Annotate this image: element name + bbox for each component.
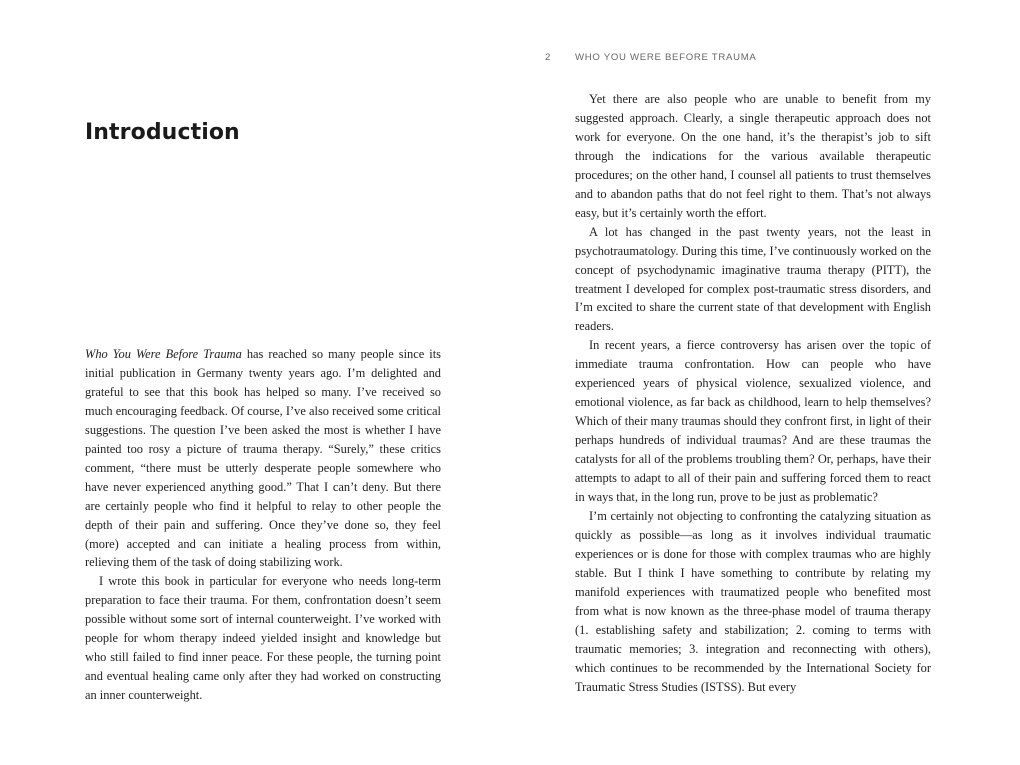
paragraph: In recent years, a fierce controversy has arisen over the topic of immediate trauma confrontation. How can people who have experienced years of physical violence, sexualized violence, and emotional violence, as far back as childhood, learn to help themselves? Which of their many traumas should they confront first, in light of their perhaps hundreds of individual traumas? And are these traumas the catalysts for all of the problems troubling them? Or, perhaps, have their attempts to adapt to all of their pain and suffering forced them to react in ways that, in the long run, prove to be just as problematic? [575,338,931,505]
page-number: 2 [545,52,552,63]
paragraph: Yet there are also people who are unable to benefit from my suggested approach. Clearly, a single therapeutic approach does not work for everyone. On the one hand, it’s the therapist’s job to sift through the indications for the various available therapeutic procedures; on the other hand, I counsel all patients to trust themselves and to abandon paths that do not feel right to them. That’s not always easy, but it’s certainly worth the effort. [575,92,931,220]
paragraph [85,345,441,572]
running-title: WHO YOU WERE BEFORE TRAUMA [575,52,757,63]
left-body-text [85,345,441,705]
right-page [510,0,1020,765]
paragraph: I wrote this book in particular for everyone who needs long-term preparation to face their trauma. For them, confrontation doesn’t seem possible without some sort of internal counterweight. I’ve worked with people for whom therapy indeed yielded insight and knowledge but who still failed to find inner peace. For these people, the turning point and eventual healing came only after they had worked on constructing an inner counterweight. [85,574,441,703]
right-body-text [575,90,931,697]
paragraph: I’m certainly not objecting to confronting the catalyzing situation as quickly as possible—as long as it involves individual traumatic experiences or is done for those with complex traumas who are highly stable. But I think I have something to contribute by relating my manifold experiences with traumatized people who benefited most from what is now known as the three-phase model of trauma therapy (1. establishing safety and stabilization; 2. coming to terms with traumatic memories; 3. integration and reconnecting with others), which continues to be recommended by the International Society for Traumatic Stress Studies (ISTSS). But every [575,508,931,694]
chapter-title: Introduction [85,120,240,145]
paragraph: A lot has changed in the past twenty years, not the least in psychotraumatology. During this time, I’ve continuously worked on the concept of psychodynamic imaginative trauma therapy (PITT), the treatment I developed for complex post-traumatic stress disorders, and I’m excited to share the current state of that development with English readers. [575,224,931,334]
book-title: Who You Were Before Trauma [85,347,242,361]
paragraph-text: has reached so many people since its initial publication in Germany twenty years ago. I’m delighted and grateful to see that this book has helped so many. I’ve received so much encouraging feedback. Of course, I’ve also received some critical suggestions. The question I’ve been asked the most is whether I have painted too rosy a picture of trauma therapy. “Surely,” these critics comment, “there must be utterly desperate people somewhere who have never experienced anything good.” That I can’t deny. But there are certainly people who find it helpful to relay to other people the depth of their pain and suffering. Once they’ve done so, they feel (more) accepted and can initiate a healing process from within, relieving them of the task of doing stabilizing work. [85,347,441,570]
